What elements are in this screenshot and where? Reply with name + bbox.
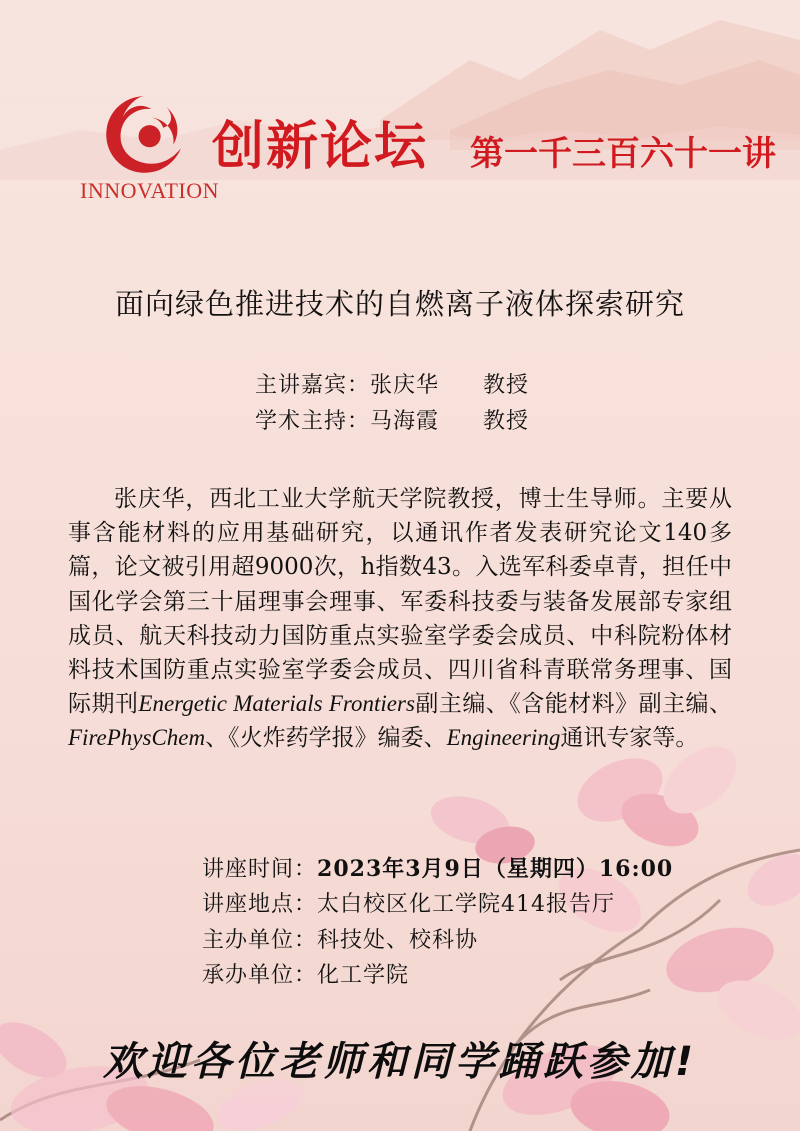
journal-firephyschem: FirePhysChem <box>68 725 206 751</box>
host-unit-line <box>202 958 409 989</box>
logo-text: INNOVATION <box>80 178 220 203</box>
lecture-time-value: 2023年3月9日（星期四）16:00 <box>317 856 674 882</box>
welcome-slogan: 欢迎各位老师和同学踊跃参加! <box>102 1039 698 1085</box>
host-unit-value: 化工学院 <box>317 963 410 988</box>
innovation-swirl-icon <box>102 92 187 177</box>
bio-text-3: 、《火炸药学报》编委、 <box>205 725 447 752</box>
lecture-location-label: 讲座地点： <box>202 892 318 917</box>
speaker-line <box>255 368 529 399</box>
journal-energetic-materials-frontiers: Energetic Materials Frontiers <box>138 691 415 717</box>
host-unit-label: 承办单位： <box>202 963 318 988</box>
organizer-value: 科技处、校科协 <box>317 928 479 953</box>
host-label: 学术主持： <box>255 409 371 434</box>
speaker-label: 主讲嘉宾： <box>255 373 371 398</box>
speaker-title: 教授 <box>483 373 530 398</box>
organizer-label: 主办单位： <box>202 928 318 953</box>
organizer-line <box>202 923 478 954</box>
bio-text-1: 张庆华，西北工业大学航天学院教授，博士生导师。主要从事含能材料的应用基础研究，以通讯作者发表研究论文140多篇，论文被引用超9000次，h指数43。入选军科委卓青，担任中国化学会第三十届理事会理事、军委科技委与装备发展部专家组成员、航天科技动力国防重点实验室学委会成员、中科院粉体材料技术国防重点实验室学委会成员、四川省科青联常务理事、国际期刊 <box>68 486 732 718</box>
talk-title: 面向绿色推进技术的自燃离子液体探索研究 <box>114 287 685 321</box>
lecture-location-value: 太白校区化工学院414报告厅 <box>317 892 616 917</box>
forum-title: 创新论坛 <box>212 117 429 177</box>
lecture-time-line <box>202 852 673 883</box>
bio-text-2: 副主编、《含能材料》副主编、 <box>414 691 733 718</box>
lecture-time-label: 讲座时间： <box>202 857 318 882</box>
host-name: 马海霞 <box>370 409 440 434</box>
host-title: 教授 <box>483 409 530 434</box>
speaker-name: 张庆华 <box>370 373 440 398</box>
lecture-location-line <box>202 887 615 918</box>
lecture-number: 第一千三百六十一讲 <box>470 134 776 174</box>
journal-engineering: Engineering <box>446 725 561 751</box>
speaker-bio <box>68 482 732 756</box>
host-line <box>255 404 529 435</box>
bio-text-4: 通讯专家等。 <box>560 725 699 752</box>
innovation-logo <box>80 92 220 212</box>
